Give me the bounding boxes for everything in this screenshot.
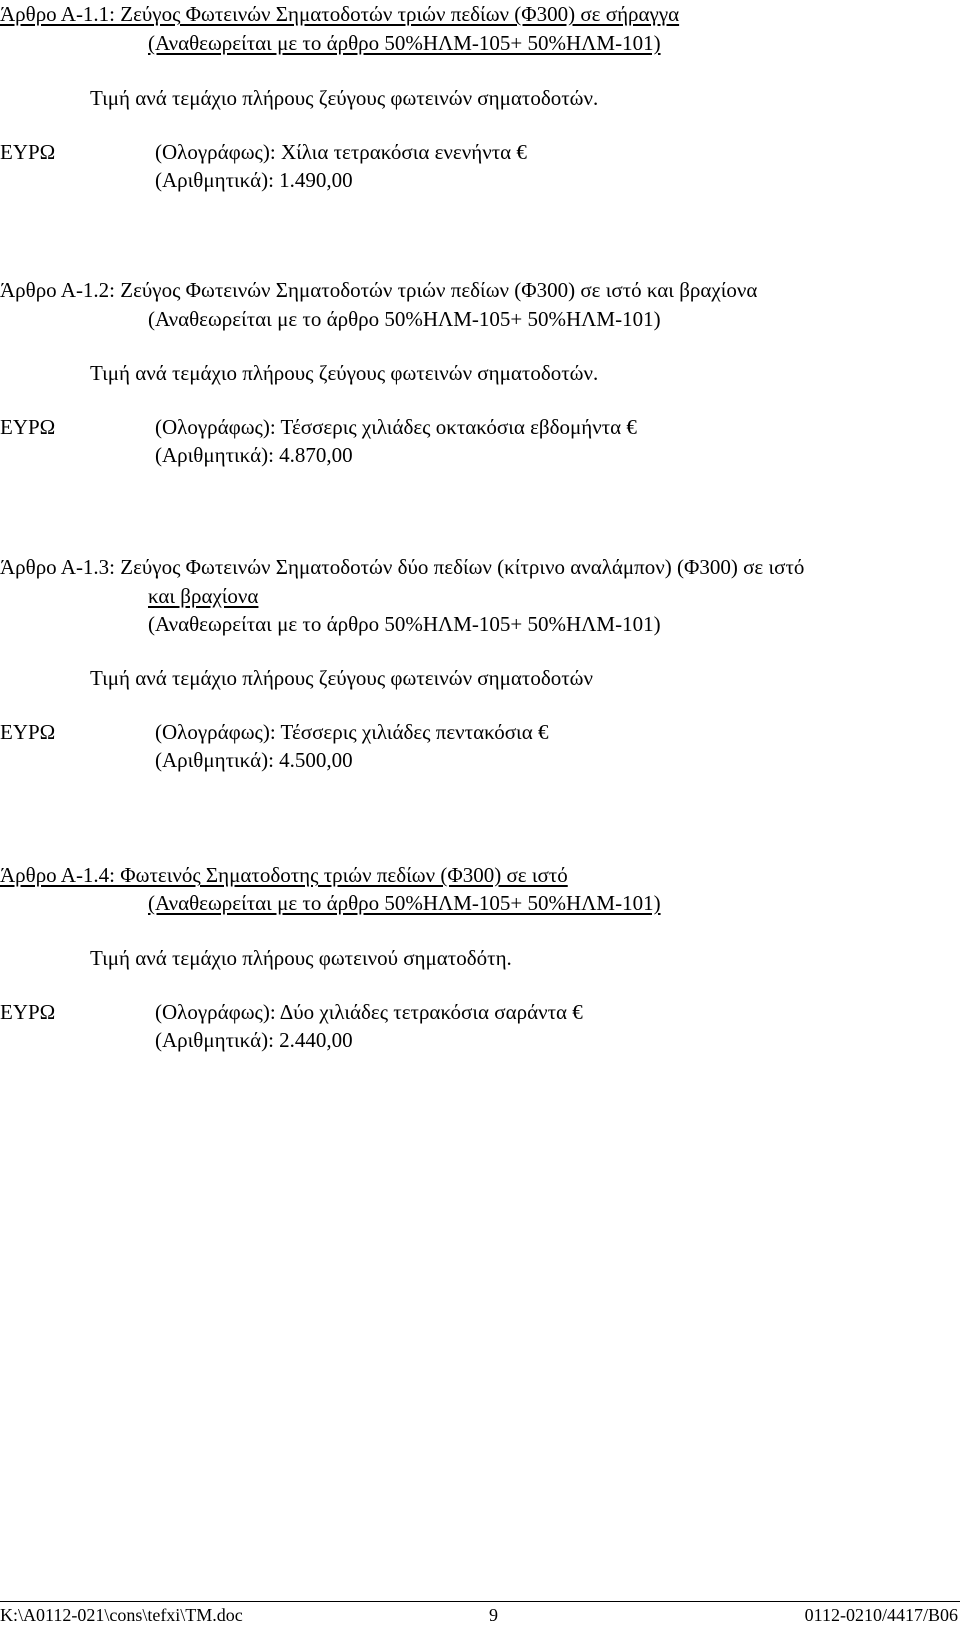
article-title-continuation: και βραχίονα [148,584,259,608]
footer-code: 0112-0210/4417/B06 [804,1605,958,1625]
currency-label: ΕΥΡΩ [0,140,56,164]
footer-divider [0,1601,960,1602]
price-in-words: (Ολογράφως): Δύο χιλιάδες τετρακόσια σαράντα € [155,1000,583,1024]
article-title: Άρθρο Α-1.1: Ζεύγος Φωτεινών Σηματοδοτών τριών πεδίων (Φ300) σε σήραγγα [0,2,680,26]
currency-label: ΕΥΡΩ [0,720,56,744]
article-reference: (Αναθεωρείται με το άρθρο 50%ΗΛΜ-105+ 50%ΗΛΜ-101) [148,612,661,636]
currency-label: ΕΥΡΩ [0,415,56,439]
article-description: Τιμή ανά τεμάχιο πλήρους ζεύγους φωτεινών σηματοδοτών. [90,86,599,110]
price-in-words: (Ολογράφως): Χίλια τετρακόσια ενενήντα € [155,140,527,164]
footer-page-number: 9 [489,1605,498,1625]
article-reference: (Αναθεωρείται με το άρθρο 50%ΗΛΜ-105+ 50%ΗΛΜ-101) [148,307,661,331]
footer-file-path: K:\A0112-021\cons\tefxi\TM.doc [0,1605,243,1625]
price-in-words: (Ολογράφως): Τέσσερις χιλιάδες οκτακόσια εβδομήντα € [155,415,637,439]
article-reference: (Αναθεωρείται με το άρθρο 50%ΗΛΜ-105+ 50%ΗΛΜ-101) [148,891,661,915]
article-description: Τιμή ανά τεμάχιο πλήρους φωτεινού σηματοδότη. [90,946,512,970]
article-description: Τιμή ανά τεμάχιο πλήρους ζεύγους φωτεινών σηματοδοτών [90,666,593,690]
price-in-numbers: (Αριθμητικά): 4.870,00 [155,443,353,467]
price-in-numbers: (Αριθμητικά): 2.440,00 [155,1028,353,1052]
article-title: Άρθρο Α-1.2: Ζεύγος Φωτεινών Σηματοδοτών τριών πεδίων (Φ300) σε ιστό και βραχίονα [0,278,758,302]
price-in-numbers: (Αριθμητικά): 4.500,00 [155,748,353,772]
price-in-words: (Ολογράφως): Τέσσερις χιλιάδες πεντακόσια € [155,720,549,744]
article-title: Άρθρο Α-1.4: Φωτεινός Σηματοδοτης τριών πεδίων (Φ300) σε ιστό [0,863,568,887]
currency-label: ΕΥΡΩ [0,1000,56,1024]
price-in-numbers: (Αριθμητικά): 1.490,00 [155,168,353,192]
article-reference: (Αναθεωρείται με το άρθρο 50%ΗΛΜ-105+ 50%ΗΛΜ-101) [148,31,661,55]
article-description: Τιμή ανά τεμάχιο πλήρους ζεύγους φωτεινών σηματοδοτών. [90,361,599,385]
article-title: Άρθρο Α-1.3: Ζεύγος Φωτεινών Σηματοδοτών δύο πεδίων (κίτρινο αναλάμπον) (Φ300) σε ιστό [0,555,805,579]
